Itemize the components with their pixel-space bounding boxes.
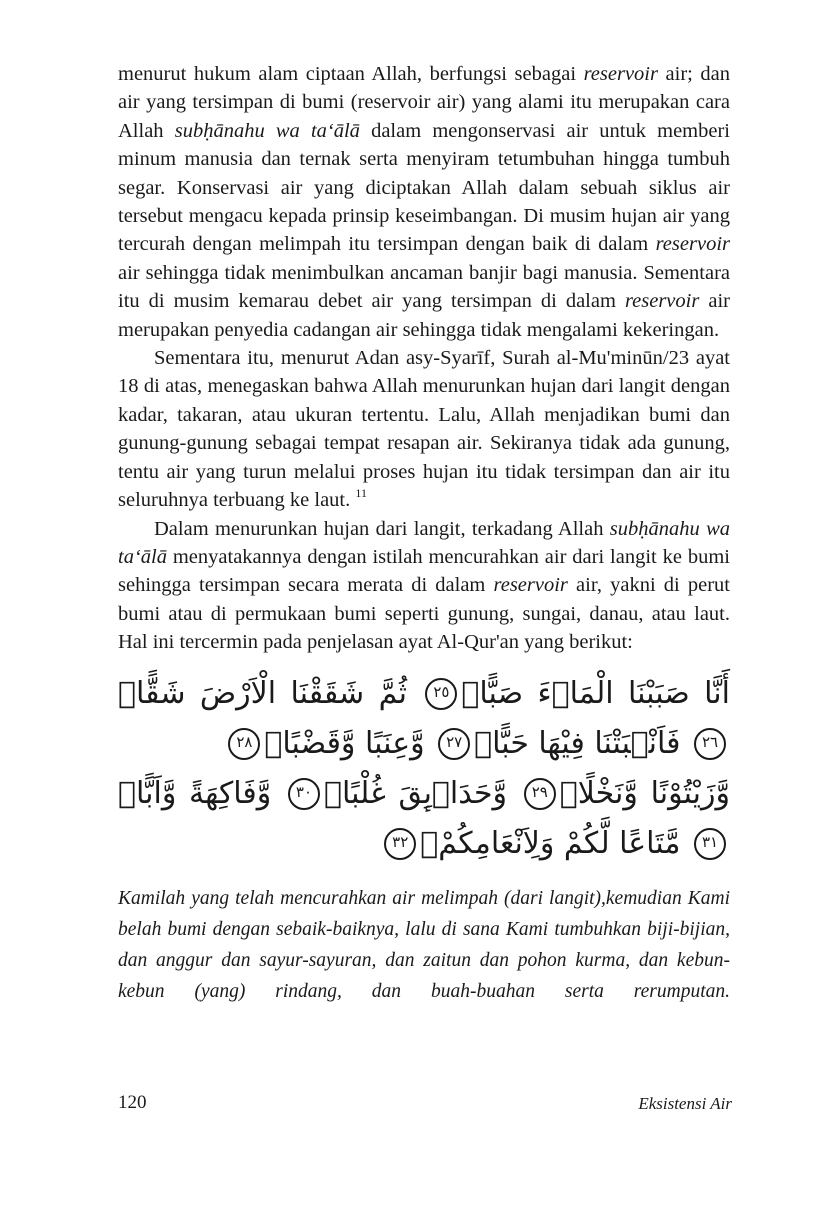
paragraph-1-text: dalam mengonservasi air untuk memberi minum manusia dan ternak serta menyiram tetumbuhan hingga tumbuh segar. Konservasi air yang diciptakan Allah dalam sebuah siklus air tersebut mengacu kepada prinsip keseimbangan. Di musim hujan air yang tercurah dengan melimpah itu tersimpan dengan baik di dalam bbox=[118, 119, 730, 256]
paragraph-3-text: Dalam menurunkan hujan dari langit, terkadang Allah bbox=[154, 517, 610, 540]
quran-verse: وَّفَاكِهَةً وَّاَبًّاۙ bbox=[118, 775, 272, 811]
italic-term: reservoir bbox=[624, 290, 700, 313]
paragraph-3-text: air, yakni di perut bumi atau di permukaan bumi seperti gunung, sungai, danau, atau laut. Hal ini tercermin pada penjelasan ayat Al-Qur'an yang berikut: bbox=[118, 574, 730, 654]
verse-number: ٣٠ bbox=[288, 778, 320, 810]
running-title: Eksistensi Air bbox=[638, 1094, 732, 1113]
paragraph-1-text: air merupakan penyedia cadangan air sehingga tidak mengalami kekeringan. bbox=[118, 290, 730, 341]
paragraph-2-text: Sementara itu, menurut Adan asy-Syarīf, Surah al-Mu'minūn/23 ayat 18 di atas, menegaskan bahwa Allah menurunkan hujan dari langit dengan kadar, takaran, atau ukuran tertentu. Lalu, Allah menjadikan bumi dan gunung-gunung sebagai tempat resapan air. Sekiranya tidak ada gunung, tentu air yang turun melalui proses hujan itu tidak tersimpan dan air itu seluruhnya terbuang ke laut. bbox=[118, 347, 730, 512]
verse-number: ٢٥ bbox=[425, 678, 457, 710]
paragraph-3 bbox=[118, 515, 730, 657]
quran-verse: وَّحَدَاۤىِٕقَ غُلْبًاۙ bbox=[323, 775, 508, 811]
paragraph-1-text: menurut hukum alam ciptaan Allah, berfungsi sebagai bbox=[118, 63, 584, 85]
verse-number: ٢٩ bbox=[524, 778, 556, 810]
quran-verse: ثُمَّ شَقَقْنَا الْاَرْضَ شَقًّاۙ bbox=[118, 675, 407, 711]
italic-term: reservoir bbox=[583, 63, 658, 85]
paragraph-1 bbox=[118, 60, 730, 344]
verse-number: ٢٧ bbox=[438, 728, 470, 760]
quran-verse: أَنَّا صَبَبْنَا الْمَاۤءَ صَبًّاۙ bbox=[461, 675, 730, 711]
quran-verse: وَّعِنَبًا وَّقَضْبًاۙ bbox=[264, 725, 425, 761]
quran-verse-line bbox=[118, 669, 730, 769]
italic-term: subḥānahu wa ta‘ālā bbox=[118, 517, 730, 568]
paragraph-3-text: menyatakannya dengan istilah mencurahkan air dari langit ke bumi sehingga tersimpan secara merata di dalam bbox=[118, 545, 730, 597]
verse-number: ٢٦ bbox=[694, 728, 726, 760]
quran-verse: فَاَنْۢبَتْنَا فِيْهَا حَبًّاۙ bbox=[474, 725, 681, 761]
quran-verses bbox=[118, 669, 730, 869]
quran-verse-line bbox=[118, 769, 730, 869]
paragraph-1-text: air; dan air yang tersimpan di bumi (reservoir air) yang alami itu merupakan cara Allah bbox=[118, 63, 730, 142]
verse-number: ٣١ bbox=[694, 828, 726, 860]
verse-translation: Kamilah yang telah mencurahkan air melimpah (dari langit),kemudian Kami belah bumi dengan sebaik-baiknya, lalu di sana Kami tumbuhkan biji-bijian, dan anggur dan sayur-sayuran, dan zaitun dan pohon kurma, dan kebun-kebun (yang) rindang, dan buah-buahan serta rerumputan. bbox=[118, 887, 730, 1002]
paragraph-1-text: air sehingga tidak menimbulkan ancaman banjir bagi manusia. Sementara itu di musim kemarau debet air yang tersimpan di dalam bbox=[118, 261, 730, 313]
footnote-marker: 11 bbox=[355, 486, 367, 501]
paragraph-2 bbox=[118, 344, 730, 514]
italic-term: reservoir bbox=[493, 574, 568, 597]
quran-verse: مَّتَاعًا لَّكُمْ وَلِاَنْعَامِكُمْۗ bbox=[420, 825, 681, 861]
italic-term: subḥānahu wa ta‘ālā bbox=[174, 119, 360, 142]
quran-verse: وَّزَيْتُوْنًا وَّنَخْلًاۙ bbox=[559, 775, 730, 811]
page-number: 120 bbox=[118, 1092, 147, 1113]
verse-number: ٣٢ bbox=[384, 828, 416, 860]
italic-term: reservoir bbox=[655, 233, 730, 256]
verse-number: ٢٨ bbox=[228, 728, 260, 760]
page-body bbox=[118, 60, 730, 1026]
